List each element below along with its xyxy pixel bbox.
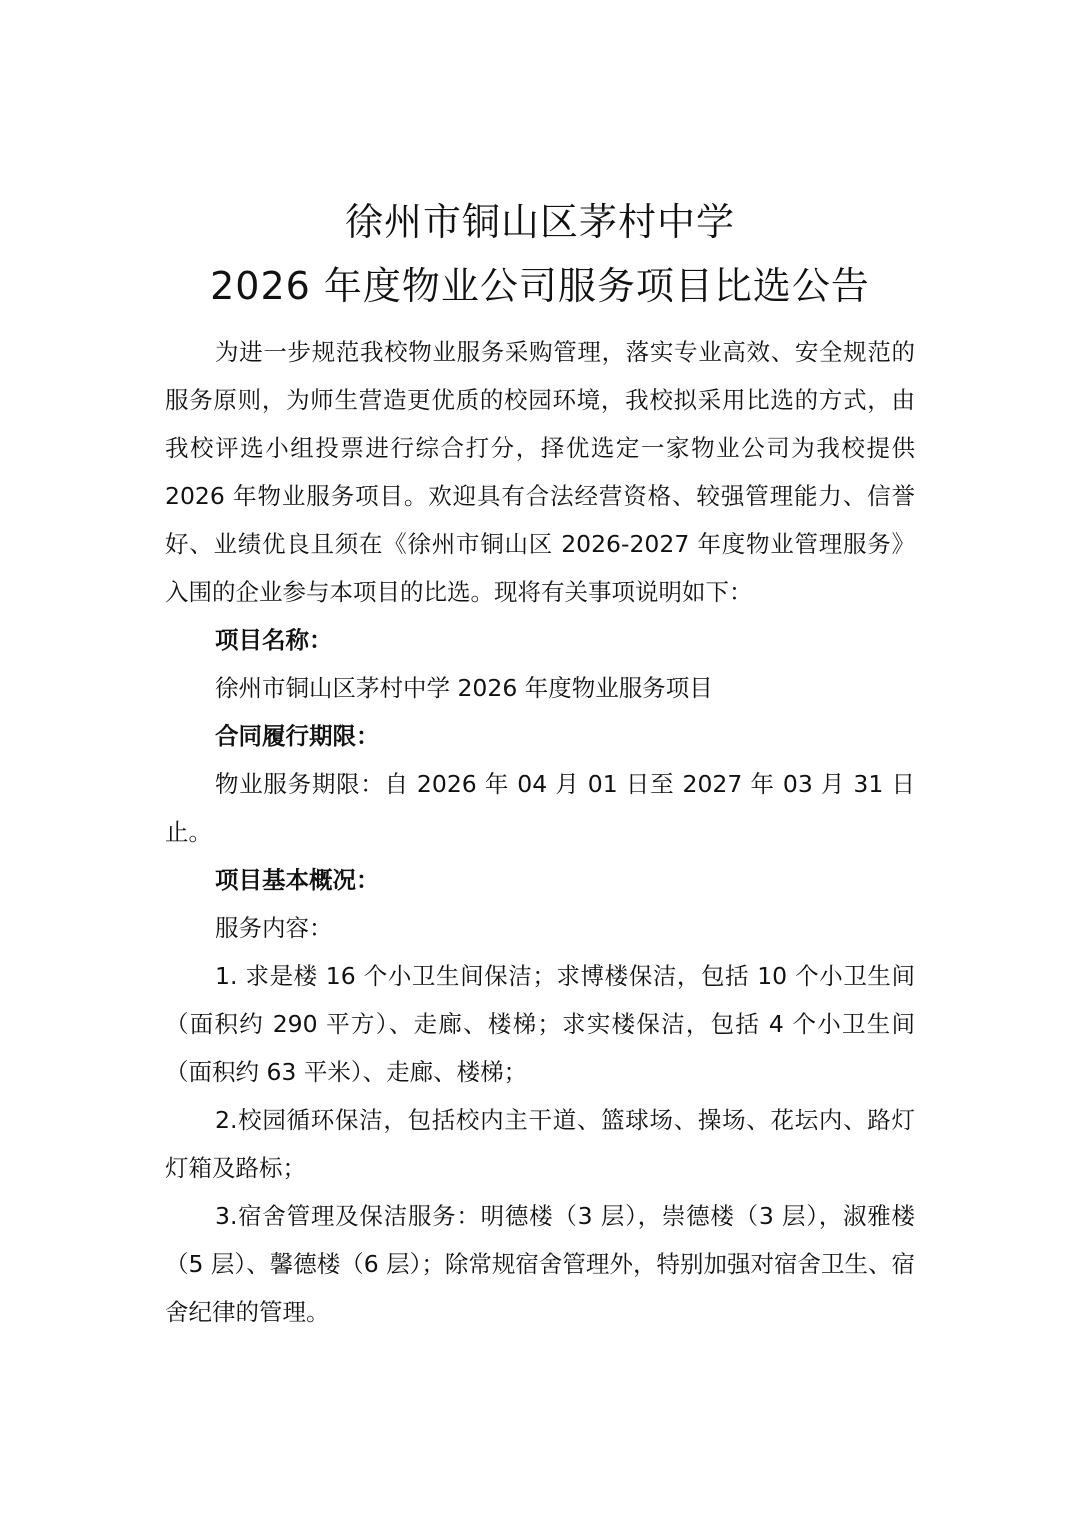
service-item-1: 1. 求是楼 16 个小卫生间保洁；求博楼保洁，包括 10 个小卫生间（面积约 290 平方）、走廊、楼梯；求实楼保洁，包括 4 个小卫生间（面积约 63 平米）、走廊、楼梯； <box>165 962 915 1086</box>
service-item-3: 3.宿舍管理及保洁服务：明德楼（3 层），崇德楼（3 层），淑雅楼（5 层）、馨德楼（6 层）；除常规宿舍管理外，特别加强对宿舍卫生、宿舍纪律的管理。 <box>165 1202 915 1326</box>
service-item-2: 2.校园循环保洁，包括校内主干道、篮球场、操场、花坛内、路灯灯箱及路标； <box>165 1106 915 1182</box>
project-name-heading: 项目名称： <box>215 626 333 654</box>
document-title <box>165 190 915 318</box>
title-line-1: 徐州市铜山区茅村中学 <box>344 200 735 244</box>
project-name-value: 徐州市铜山区茅村中学 2026 年度物业服务项目 <box>215 674 713 702</box>
contract-period-heading: 合同履行期限： <box>215 722 380 750</box>
document-body <box>165 190 915 1336</box>
service-content-label: 服务内容： <box>215 914 333 942</box>
contract-period-value: 物业服务期限：自 2026 年 04 月 01 日至 2027 年 03 月 31 日止。 <box>165 770 915 846</box>
intro-paragraph: 为进一步规范我校物业服务采购管理，落实专业高效、安全规范的服务原则，为师生营造更优质的校园环境，我校拟采用比选的方式，由我校评选小组投票进行综合打分，择优选定一家物业公司为我校提供 2026 年物业服务项目。欢迎具有合法经营资格、较强管理能力、信誉好、业绩优良且须在《徐州市铜山区 2026-2027 年度物业管理服务》入围的企业参与本项目的比选。现将有关事项说明如下： <box>165 338 915 606</box>
announcement-content <box>165 328 915 1336</box>
title-line-2: 2026 年度物业公司服务项目比选公告 <box>210 264 870 308</box>
overview-heading: 项目基本概况： <box>215 866 380 894</box>
